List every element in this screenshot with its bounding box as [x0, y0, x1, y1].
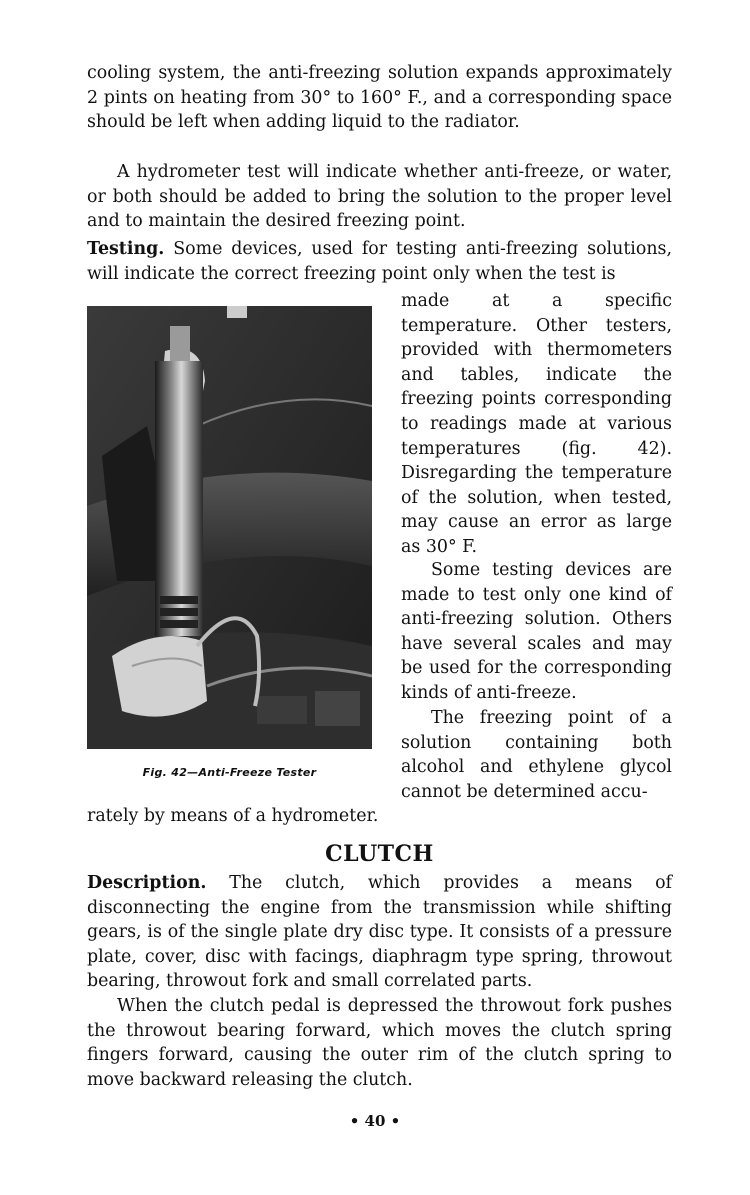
- figure-caption: Fig. 42—Anti-Freeze Tester: [142, 766, 317, 779]
- intro-paragraph-1: cooling system, the anti-freezing solution expands approximately 2 pints on heating from 30° to 160° F., and a corresponding space should be left when adding liquid to the radiator.: [87, 63, 672, 133]
- testing-paragraph-lead: [87, 237, 672, 286]
- testing-tail-text: rately by means of a hydrometer.: [87, 806, 379, 826]
- intro-paragraph-2: A hydrometer test will indicate whether anti-freeze, or water, or both should be added to bring the solution to the proper level and to maintain the desired freezing point.: [87, 162, 672, 232]
- testing-column-text-3: The freezing point of a solution containing both alcohol and ethylene glycol cannot be determined accu-: [401, 708, 672, 802]
- anti-freeze-tester-photo-illustration: [87, 306, 372, 749]
- testing-column-text-1: made at a specific temperature. Other testers, provided with thermometers and tables, indicate the freezing points corresponding to readings made at various temperatures (fig. 42). Disregarding the temperature of the solution, when tested, may cause an error as large as 30° F.: [401, 291, 672, 557]
- testing-lead-text: Some devices, used for testing anti-freezing solutions, will indicate the correct freezing point only when the test is: [87, 239, 672, 284]
- clutch-paragraph-2: When the clutch pedal is depressed the throwout fork pushes the throwout bearing forward, which moves the clutch spring fingers forward, causing the outer rim of the clutch spring to move backward releasing the clutch.: [87, 996, 672, 1090]
- page-number: • 40 •: [349, 1112, 401, 1130]
- clutch-description-paragraph: [87, 871, 672, 994]
- testing-heading: Testing.: [87, 239, 165, 259]
- clutch-heading: CLUTCH: [325, 841, 434, 867]
- description-label: Description.: [87, 873, 207, 893]
- description-text: The clutch, which provides a means of disconnecting the engine from the transmission while shifting gears, is of the single plate dry disc type. It consists of a pressure plate, cover, disc with facings, diaphragm type spring, throwout bearing, throwout fork and small correlated parts.: [87, 873, 672, 992]
- anti-freeze-tester-photo: [87, 306, 372, 749]
- testing-column-text-2: Some testing devices are made to test only one kind of anti-freezing solution. Others have several scales and may be used for the corresponding kinds of anti-freeze.: [401, 560, 672, 703]
